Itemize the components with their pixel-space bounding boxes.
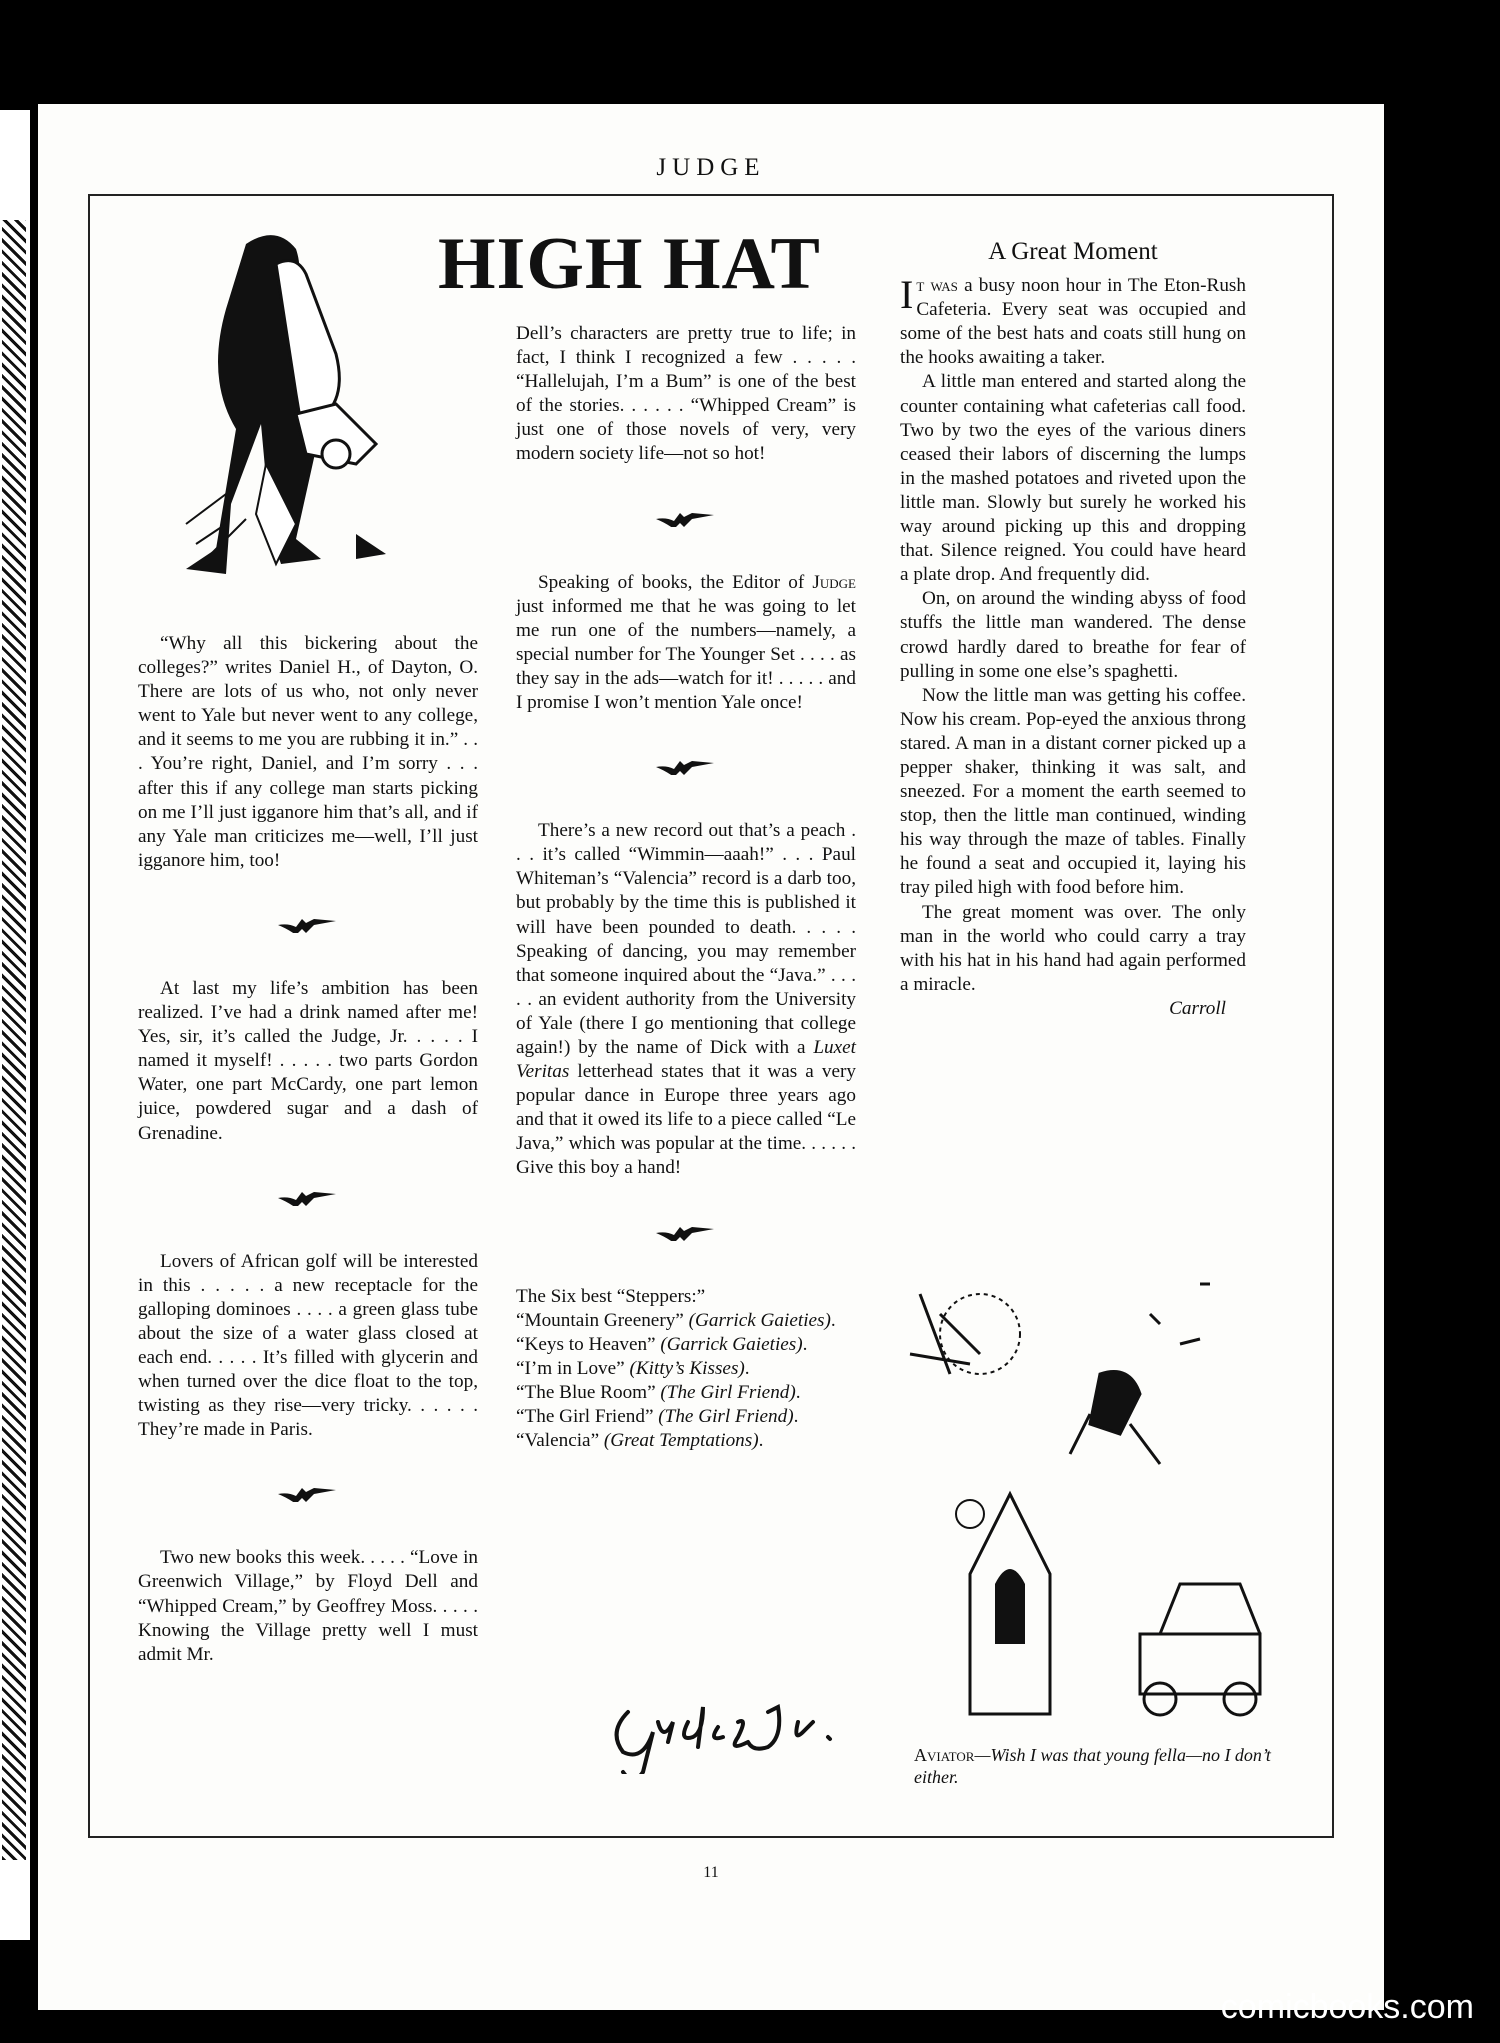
cartoon-caption: Aviator—Wish I was that young fella—no I don’t either.: [914, 1745, 1271, 1787]
aviator-cartoon-illustration: [900, 1254, 1296, 1744]
paragraph-miracle: The great moment was over. The only man in the world who could carry a tray with his hat in his hand had again performed a miracle.: [900, 901, 1246, 995]
paragraph-yale: “Why all this bickering about the colleges?” writes Daniel H., of Dayton, O. There are lots of us who, not only never went to Yale but never went to any college, and it seems to me you are rubbing it in.” . . . You’re right, Daniel, and I’m sorry . . . after this if any college man starts picking on me I’ll just igganore him that’s all, and if any Yale man criticizes me—well, I’ll just igganore him, too!: [138, 633, 478, 871]
list-item: “The Girl Friend” (The Girl Friend).: [516, 1406, 799, 1427]
paragraph-opening: It was a busy noon hour in The Eton-Rush Cafeteria. Every seat was occupied and some of the best hats and coats still hung on the hooks awaiting a taker.: [900, 272, 1246, 369]
paragraph-golf: Lovers of African golf will be interested in this . . . . . a new receptacle for the galloping dominoes . . . . a green glass tube about the size of a water glass closed at each end. . . . . It’s filled with glycerin and when turned over the dice float to the top, twisting as they rise—very tricky. . . . . . They’re made in Paris.: [138, 1250, 478, 1441]
pen-ornament-icon: [654, 753, 718, 775]
page-number: 11: [703, 1864, 719, 1881]
paragraph-dell: Dell’s characters are pretty true to life; in fact, I think I recognized a few . . . . . “Hallelujah, I’m a Bum” is one of the best of the stories. . . . . . “Whipped Cream” is just one of those novels of very, very modern society life—not so hot!: [516, 323, 856, 465]
adjacent-page-art: [2, 220, 26, 1860]
dancing-couple-illustration: [126, 224, 422, 590]
paragraph-little-man: A little man entered and started along the counter containing what cafeterias call food. Two by two the eyes of the various diners ceased their labors of discerning the lumps in the mashed potatoes and riveted upon the little man. Slowly but surely he worked his way around picking up this and dropping that. Silence reigned. You could have heard a plate drop. And frequently did.: [900, 371, 1246, 586]
column-right: [900, 240, 1246, 1021]
steppers-list: [516, 1285, 856, 1454]
column-middle: [516, 322, 856, 1453]
list-item: “Mountain Greenery” (Garrick Gaieties).: [516, 1309, 836, 1331]
paragraph-coffee: Now the little man was getting his coffee. Now his cream. Pop-eyed the anxious throng stared. A man in a distant corner picked up a pepper shaker, thinking it was salt, and sneezed. For a moment the earth seemed to stop, then the little man continued, winding his way through the maze of tables. Finally he found a seat and occupied it, laying his tray piled high with food before him.: [900, 684, 1246, 899]
list-item: “Keys to Heaven” (Garrick Gaieties).: [516, 1333, 808, 1355]
paragraph-books: Two new books this week. . . . . “Love in Greenwich Village,” by Floyd Dell and “Whipped Cream,” by Geoffrey Moss. . . . . Knowing the Village pretty well I must admit Mr.: [138, 1547, 478, 1665]
paragraph-abyss: On, on around the winding abyss of food stuffs the little man wandered. The dense crowd hardly dared to breathe for fear of pulling in some one else’s spaghetti.: [900, 588, 1246, 682]
column-left: [138, 632, 478, 1667]
list-item: “The Blue Room” (The Girl Friend).: [516, 1381, 801, 1403]
paragraph-drink: At last my life’s ambition has been realized. I’ve had a drink named after me! Yes, sir, it’s called the Judge, Jr. . . . . I named it myself! . . . . . two parts Gordon Water, one part McCardy, one part lemon juice, powdered sugar and a dash of Grenadine.: [138, 977, 478, 1144]
list-item: “I’m in Love” (Kitty’s Kisses).: [516, 1357, 750, 1379]
column-title: HIGH HAT: [438, 223, 821, 305]
pen-ornament-icon: [654, 1219, 718, 1241]
magazine-name: Judge: [812, 571, 856, 593]
pen-ornament-icon: [654, 505, 718, 527]
paragraph-record: There’s a new record out that’s a peach . . . it’s called “Wimmin—aaah!” . . . Paul Whiteman’s “Valencia” record is a darb too, but probably by the time this is published it will have been pounded to death. . . . . Speaking of dancing, you may remember that someone inquired about the “Java.” . . . . . an evident authority from the University of Yale (there I go mentioning that college again!) by the name of Dick with a Luxet Veritas letterhead states that it was a very popular dance in Europe three years ago and that it owed its life to a piece called “Le Java,” which was popular at the time. . . . . . Give this boy a hand!: [516, 820, 856, 1179]
drop-cap: I: [900, 272, 914, 318]
pen-ornament-icon: [276, 1480, 340, 1502]
paragraph-editor: Speaking of books, the Editor of Judge just informed me that he was going to let me run one of the numbers—namely, a special number for The Younger Set . . . . as they say in the ads—watch for it! . . . . . and I promise I won’t mention Yale once!: [516, 571, 856, 714]
judge-jr-signature: [598, 1682, 848, 1774]
watermark: comicbooks.com: [1220, 1988, 1474, 2026]
steppers-heading: The Six best “Steppers:”: [516, 1285, 706, 1307]
list-item: “Valencia” (Great Temptations).: [516, 1430, 764, 1452]
magazine-page: [38, 104, 1384, 2010]
running-header: JUDGE: [656, 154, 766, 181]
pen-ornament-icon: [276, 1184, 340, 1206]
article-title: A Great Moment: [988, 238, 1158, 265]
pen-ornament-icon: [276, 911, 340, 933]
adjacent-page-edge: [0, 110, 30, 1940]
author-byline: Carroll: [1169, 997, 1226, 1019]
